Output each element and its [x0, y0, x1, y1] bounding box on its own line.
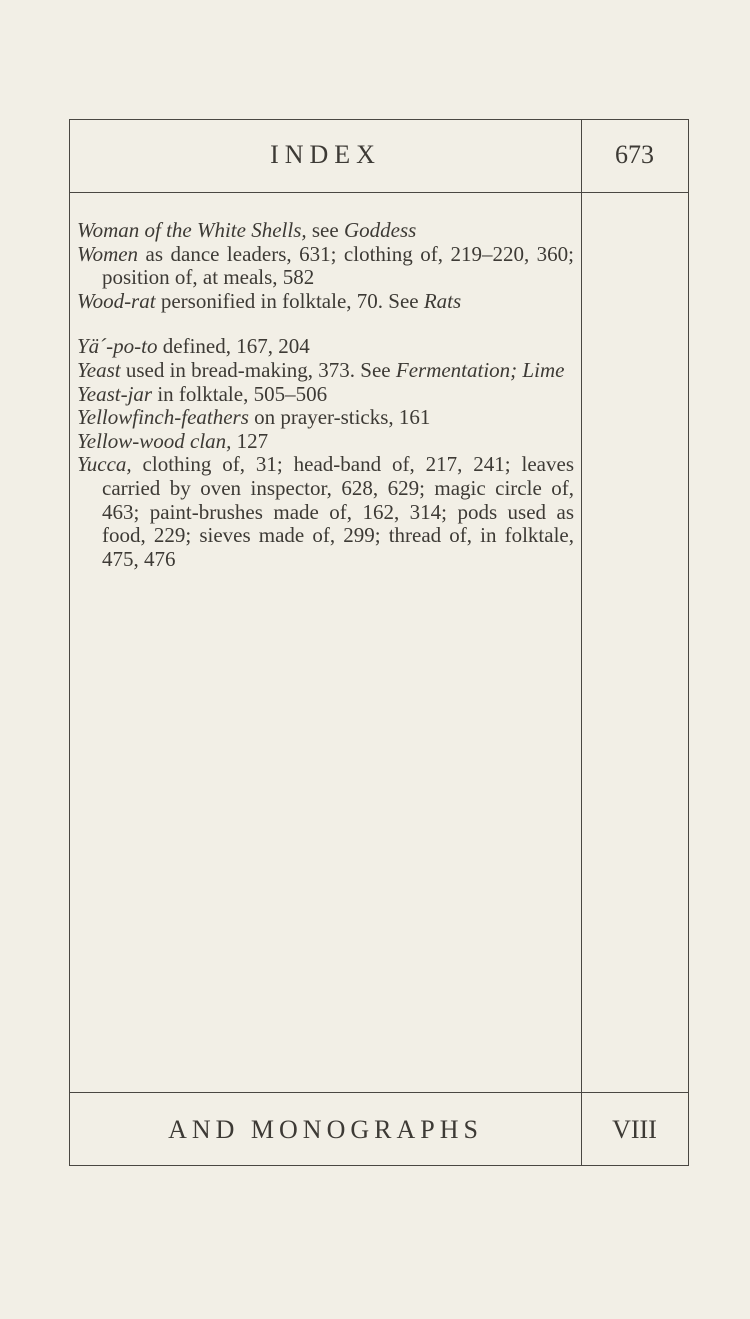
page-frame [69, 119, 689, 1166]
index-entry [77, 290, 574, 314]
entry-term: Woman of the White Shells, [77, 218, 307, 242]
page-title: INDEX [270, 140, 381, 169]
index-entry [77, 219, 574, 243]
index-entry [77, 359, 574, 383]
index-entry [77, 243, 574, 290]
column-divider [581, 120, 582, 1165]
index-entry [77, 406, 574, 430]
index-body [77, 219, 574, 571]
entry-text: defined, 167, 204 [157, 334, 310, 359]
index-entry [77, 335, 574, 359]
entry-text: clothing of, 31; head-band of, 217, 241; leaves carried by oven inspector, 628, 629; magic circle of, 463; paint-brushes made of, 162, 314; pods used as food, 229; sieves made of, 299; thread of, in folktale, 475, 476 [102, 452, 574, 571]
entry-term: Yeast-jar [77, 381, 153, 406]
letter-gap [77, 313, 574, 335]
entry-ref: Fermentation; Lime [395, 357, 565, 382]
footer-rule [70, 1092, 688, 1093]
entry-term: Yellowfinch-feathers [77, 405, 249, 430]
entry-ref: Rats [423, 288, 462, 313]
header-rule [70, 192, 688, 193]
volume-number: VIII [612, 1115, 657, 1144]
entry-text: in folktale, 505–506 [152, 381, 328, 406]
entry-term: Wood-rat [77, 288, 156, 313]
entry-term: Yeast [77, 357, 121, 382]
entry-text: 127 [231, 428, 269, 453]
series-title: AND MONOGRAPHS [168, 1115, 483, 1144]
entry-text: as dance leaders, 631; clothing of, 219–220, 360; position of, at meals, 582 [102, 241, 574, 290]
entry-term: Yucca, [77, 452, 132, 477]
entry-term: Women [77, 241, 139, 266]
index-entry [77, 453, 574, 571]
entry-text: personified in folktale, 70. See [155, 288, 424, 313]
index-entry [77, 383, 574, 407]
entry-text: on prayer-sticks, 161 [248, 405, 431, 430]
entry-text: see [306, 218, 344, 242]
page-number: 673 [615, 140, 654, 169]
entry-term: Yä´-po-to [77, 334, 158, 359]
entry-text: used in bread-making, 373. See [120, 357, 396, 382]
entry-term: Yellow-wood clan, [77, 428, 232, 453]
index-entry [77, 430, 574, 454]
entry-ref: Goddess [343, 218, 417, 242]
